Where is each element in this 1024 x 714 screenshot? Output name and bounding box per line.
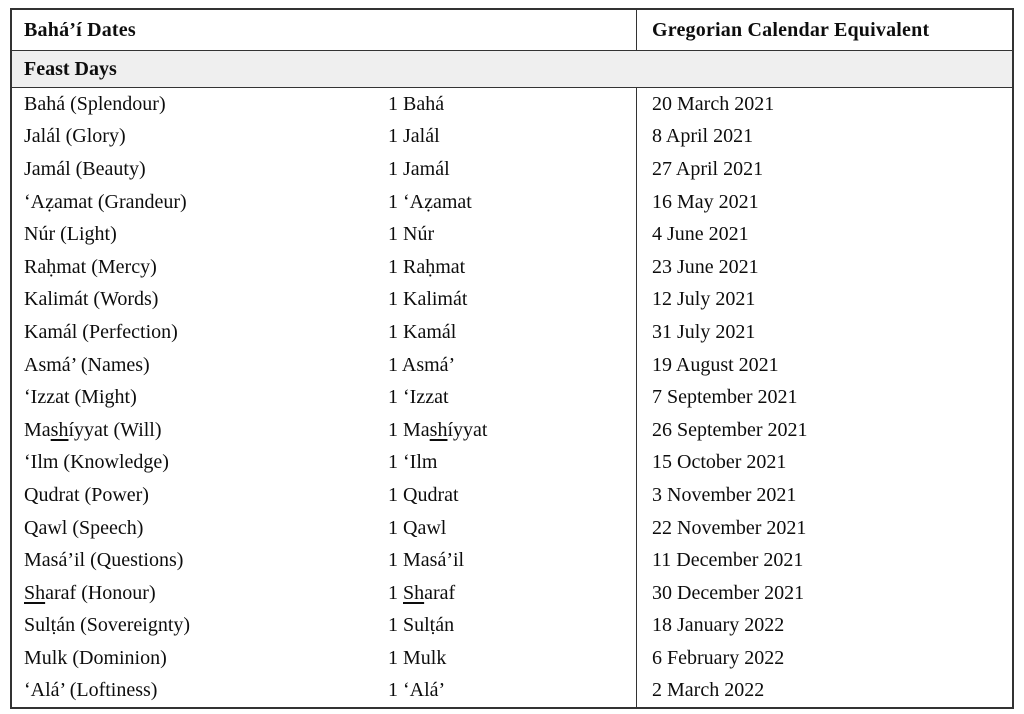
text-segment: 1 Sulṭán: [388, 614, 455, 637]
section-title: Feast Days: [24, 57, 117, 80]
bahai-month-name: [12, 121, 388, 154]
text-segment: Bahá (Splendour): [24, 92, 166, 115]
gregorian-date: 11 December 2021: [636, 544, 1012, 577]
bahai-date: [388, 610, 636, 643]
text-segment: 1 ‘Alá’: [388, 679, 446, 702]
bahai-month-name: [12, 186, 388, 219]
table-row: [12, 381, 1012, 414]
table-row: [12, 675, 1012, 708]
bahai-date: [388, 381, 636, 414]
bahai-month-name: [12, 610, 388, 643]
bahai-date: [388, 153, 636, 186]
bahai-date: [388, 284, 636, 317]
table-row: [12, 544, 1012, 577]
gregorian-date: 30 December 2021: [636, 577, 1012, 610]
text-segment: 1: [388, 581, 403, 604]
table-row: [12, 218, 1012, 251]
text-segment: ‘Alá’ (Loftiness): [24, 679, 158, 702]
text-segment: ‘Izzat (Might): [24, 386, 137, 409]
underlined-digraph: sh: [50, 418, 69, 441]
bahai-date: [388, 675, 636, 708]
text-segment: 1 Núr: [388, 223, 435, 246]
bahai-date: [388, 414, 636, 447]
gregorian-date: 3 November 2021: [636, 479, 1012, 512]
text-segment: Sulṭán (Sovereignty): [24, 614, 191, 637]
table-row: [12, 88, 1012, 121]
table-header-row: [12, 10, 1012, 51]
text-segment: íyyat (Will): [68, 418, 162, 441]
bahai-date: [388, 349, 636, 382]
gregorian-date: 22 November 2021: [636, 512, 1012, 545]
bahai-month-name: [12, 349, 388, 382]
text-segment: Kamál (Perfection): [24, 320, 178, 343]
bahai-date: [388, 121, 636, 154]
bahai-date: [388, 316, 636, 349]
underlined-digraph: Sh: [24, 581, 46, 604]
bahai-month-name: [12, 153, 388, 186]
bahai-month-name: [12, 642, 388, 675]
bahai-month-name: [12, 544, 388, 577]
gregorian-date: 2 March 2022: [636, 675, 1012, 708]
text-segment: 1 ‘Izzat: [388, 386, 449, 409]
bahai-month-name: [12, 414, 388, 447]
text-segment: 1 Kalimát: [388, 288, 468, 311]
table-row: [12, 479, 1012, 512]
text-segment: 1 Raḥmat: [388, 255, 466, 278]
table-row: [12, 610, 1012, 643]
table-row: [12, 153, 1012, 186]
gregorian-date: 26 September 2021: [636, 414, 1012, 447]
text-segment: 1 Qudrat: [388, 483, 459, 506]
table-row: [12, 414, 1012, 447]
bahai-month-name: [12, 381, 388, 414]
text-segment: 1 Ma: [388, 418, 430, 441]
text-segment: 1 Asmá’: [388, 353, 456, 376]
bahai-date: [388, 479, 636, 512]
underlined-digraph: sh: [429, 418, 448, 441]
text-segment: 1 Jalál: [388, 125, 440, 148]
header-gregorian-equivalent: Gregorian Calendar Equivalent: [636, 10, 1012, 50]
gregorian-date: 8 April 2021: [636, 121, 1012, 154]
bahai-month-name: [12, 675, 388, 708]
gregorian-date: 20 March 2021: [636, 88, 1012, 121]
bahai-date: [388, 642, 636, 675]
gregorian-date: 16 May 2021: [636, 186, 1012, 219]
text-segment: ‘Aẓamat (Grandeur): [24, 190, 187, 213]
bahai-calendar-table: [10, 8, 1014, 709]
text-segment: 1 Bahá: [388, 92, 445, 115]
bahai-month-name: [12, 316, 388, 349]
bahai-month-name: [12, 218, 388, 251]
text-segment: Raḥmat (Mercy): [24, 255, 157, 278]
gregorian-date: 15 October 2021: [636, 447, 1012, 480]
bahai-date: [388, 544, 636, 577]
table-row: [12, 316, 1012, 349]
text-segment: Ma: [24, 418, 51, 441]
table-row: [12, 186, 1012, 219]
text-segment: Jalál (Glory): [24, 125, 126, 148]
text-segment: Kalimát (Words): [24, 288, 159, 311]
bahai-month-name: [12, 479, 388, 512]
gregorian-date: 12 July 2021: [636, 284, 1012, 317]
bahai-month-name: [12, 251, 388, 284]
bahai-date: [388, 447, 636, 480]
bahai-month-name: [12, 284, 388, 317]
text-segment: 1 Mulk: [388, 646, 447, 669]
table-row: [12, 284, 1012, 317]
text-segment: 1 Jamál: [388, 157, 450, 180]
header-bahai-dates: Bahá’í Dates: [24, 18, 136, 41]
text-segment: 1 ‘Aẓamat: [388, 190, 472, 213]
gregorian-date: 4 June 2021: [636, 218, 1012, 251]
text-segment: 1 ‘Ilm: [388, 451, 438, 474]
bahai-date: [388, 577, 636, 610]
gregorian-date: 18 January 2022: [636, 610, 1012, 643]
gregorian-date: 19 August 2021: [636, 349, 1012, 382]
table-body: [12, 88, 1012, 707]
gregorian-date: 7 September 2021: [636, 381, 1012, 414]
table-row: [12, 577, 1012, 610]
table-row: [12, 642, 1012, 675]
gregorian-date: 31 July 2021: [636, 316, 1012, 349]
gregorian-date: 6 February 2022: [636, 642, 1012, 675]
table-row: [12, 447, 1012, 480]
text-segment: 1 Masá’il: [388, 549, 465, 572]
text-segment: Mulk (Dominion): [24, 646, 167, 669]
text-segment: 1 Qawl: [388, 516, 447, 539]
bahai-date: [388, 88, 636, 121]
underlined-digraph: Sh: [403, 581, 425, 604]
bahai-month-name: [12, 447, 388, 480]
bahai-date: [388, 251, 636, 284]
bahai-date: [388, 218, 636, 251]
text-segment: araf: [424, 581, 456, 604]
bahai-month-name: [12, 577, 388, 610]
text-segment: Qudrat (Power): [24, 483, 149, 506]
bahai-date: [388, 512, 636, 545]
table-row: [12, 121, 1012, 154]
text-segment: Núr (Light): [24, 223, 117, 246]
gregorian-date: 23 June 2021: [636, 251, 1012, 284]
text-segment: íyyat: [447, 418, 488, 441]
text-segment: Asmá’ (Names): [24, 353, 150, 376]
table-row: [12, 512, 1012, 545]
text-segment: Qawl (Speech): [24, 516, 144, 539]
text-segment: Jamál (Beauty): [24, 157, 146, 180]
text-segment: ‘Ilm (Knowledge): [24, 451, 169, 474]
text-segment: 1 Kamál: [388, 320, 457, 343]
gregorian-date: 27 April 2021: [636, 153, 1012, 186]
section-row-feast-days: [12, 51, 1012, 88]
text-segment: Masá’il (Questions): [24, 549, 184, 572]
text-segment: araf (Honour): [45, 581, 156, 604]
bahai-date: [388, 186, 636, 219]
table-row: [12, 251, 1012, 284]
bahai-month-name: [12, 88, 388, 121]
bahai-month-name: [12, 512, 388, 545]
table-row: [12, 349, 1012, 382]
